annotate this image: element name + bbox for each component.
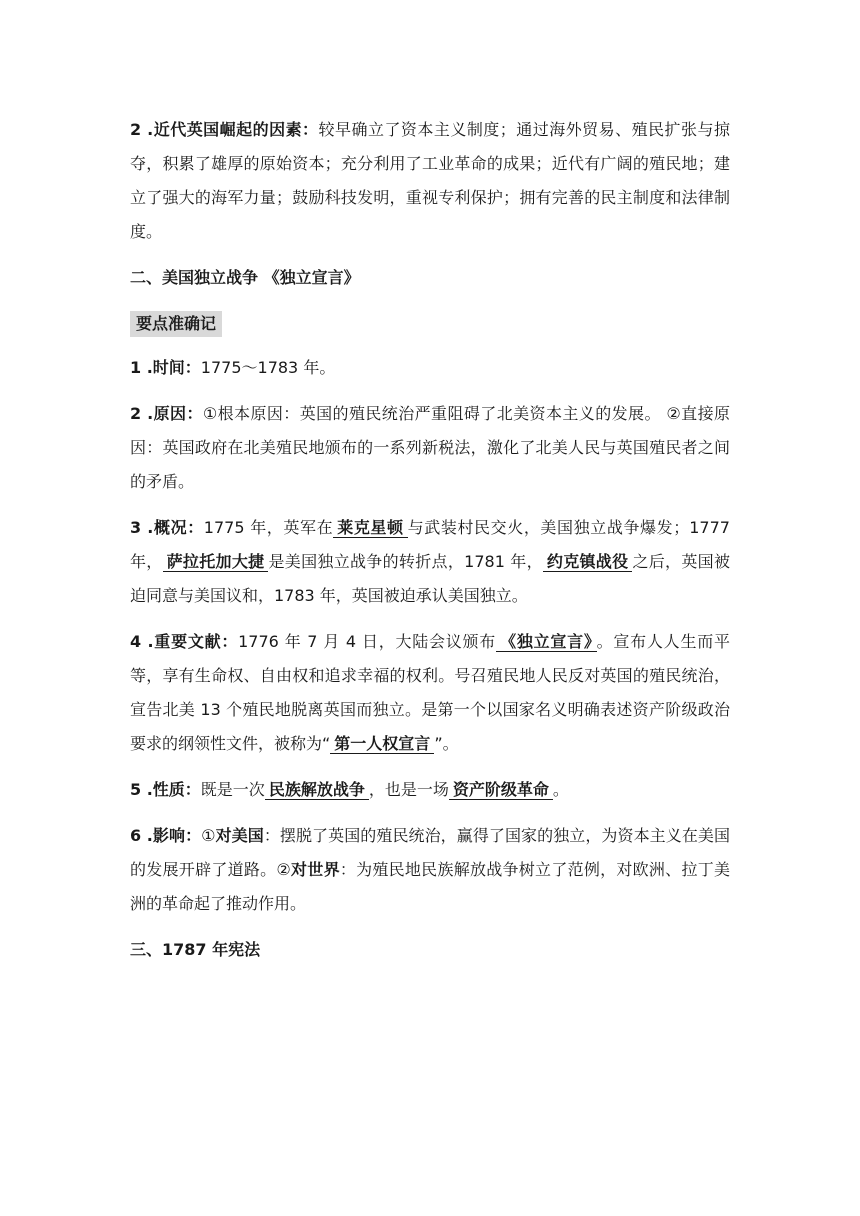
item-text: 1776 年 7 月 4 日，大陆会议颁布 xyxy=(238,632,497,651)
answer-lexington: 莱克星顿 xyxy=(333,518,407,538)
item-label: 重要文献： xyxy=(153,632,239,651)
item-number: 6 . xyxy=(130,826,153,845)
item-text: 。 xyxy=(552,780,569,799)
paragraph-overview xyxy=(130,511,730,613)
answer-yorktown: 约克镇战役 xyxy=(543,552,633,572)
key-points-tag: 要点准确记 xyxy=(130,311,222,337)
item-text: 1775 年，英军在 xyxy=(203,518,334,537)
item-text: 。宣布人人生而平等，享有生命权、自由权和追求幸福的权利。号召殖民地人民反对英国的殖民统治，宣告北美 13 个殖民地脱离英国而独立。是第一个以国家名义明确表述资产阶级政治要求的纲领性文件，被称为“ xyxy=(130,632,730,753)
item-text: ”。 xyxy=(434,734,459,753)
item-label: 近代英国崛起的因素： xyxy=(153,120,319,139)
paragraph-cause xyxy=(130,397,730,499)
paragraph-important-document xyxy=(130,625,730,761)
item-text: 1775～1783 年。 xyxy=(200,358,336,377)
item-number: 4 . xyxy=(130,632,154,651)
paragraph-time xyxy=(130,351,730,385)
paragraph-britain-rise-factors xyxy=(130,113,730,249)
item-number: 3 . xyxy=(130,518,154,537)
item-text: 既是一次 xyxy=(200,780,265,799)
item-text: 是美国独立战争的转折点，1781 年， xyxy=(268,552,543,571)
answer-saratoga: 萨拉托加大捷 xyxy=(163,552,269,572)
item-text: ：为殖民地民族解放战争树立了范例，对欧洲、拉丁美洲的革命起了推动作用。 xyxy=(130,860,730,913)
item-label: 时间： xyxy=(152,358,201,377)
item-text: ：摆脱了英国的殖民统治，赢得了国家的独立，为资本主义在美国的发展开辟了道路。 xyxy=(130,826,730,879)
document-page xyxy=(130,113,730,979)
item-number: 1 . xyxy=(130,358,153,377)
section-heading-american-independence: 二、美国独立战争 《独立宣言》 xyxy=(130,268,360,287)
item-label: 概况： xyxy=(153,518,204,537)
answer-declaration: 《独立宣言》 xyxy=(496,632,597,652)
item-text: 较早确立了资本主义制度；通过海外贸易、殖民扩张与掠夺，积累了雄厚的原始资本；充分利用了工业革命的成果；近代有广阔的殖民地；建立了强大的海军力量；鼓励科技发明，重视专利保护；拥有完善的民主制度和法律制度。 xyxy=(130,120,730,241)
item-text: ，也是一场 xyxy=(368,780,449,799)
item-text: ①根本原因：英国的殖民统治严重阻碍了北美资本主义的发展。 ②直接原因：英国政府在北美殖民地颁布的一系列新税法，激化了北美人民与英国殖民者之间的矛盾。 xyxy=(130,404,730,491)
item-text: 与武装村民交火，美国独立战争爆发；1777 年， xyxy=(130,518,730,571)
paragraph-nature xyxy=(130,773,730,807)
marker-two: ② xyxy=(276,860,292,879)
impact-on-world-label: 对世界 xyxy=(291,860,340,879)
item-text: 之后，英国被迫同意与美国议和，1783 年，英国被迫承认美国独立。 xyxy=(130,552,730,605)
answer-bourgeois-revolution: 资产阶级革命 xyxy=(449,780,553,800)
impact-on-america-label: 对美国 xyxy=(215,826,264,845)
answer-national-liberation: 民族解放战争 xyxy=(265,780,369,800)
item-label: 性质： xyxy=(152,780,201,799)
paragraph-impact xyxy=(130,819,730,921)
item-number: 5 . xyxy=(130,780,153,799)
item-number: 2 . xyxy=(130,404,154,423)
marker-one: ① xyxy=(201,826,216,845)
answer-first-human-rights: 第一人权宣言 xyxy=(330,734,434,754)
item-label: 影响： xyxy=(152,826,202,845)
section-heading-1787-constitution: 三、1787 年宪法 xyxy=(130,940,261,959)
item-label: 原因： xyxy=(153,404,203,423)
item-number: 2 . xyxy=(130,120,154,139)
